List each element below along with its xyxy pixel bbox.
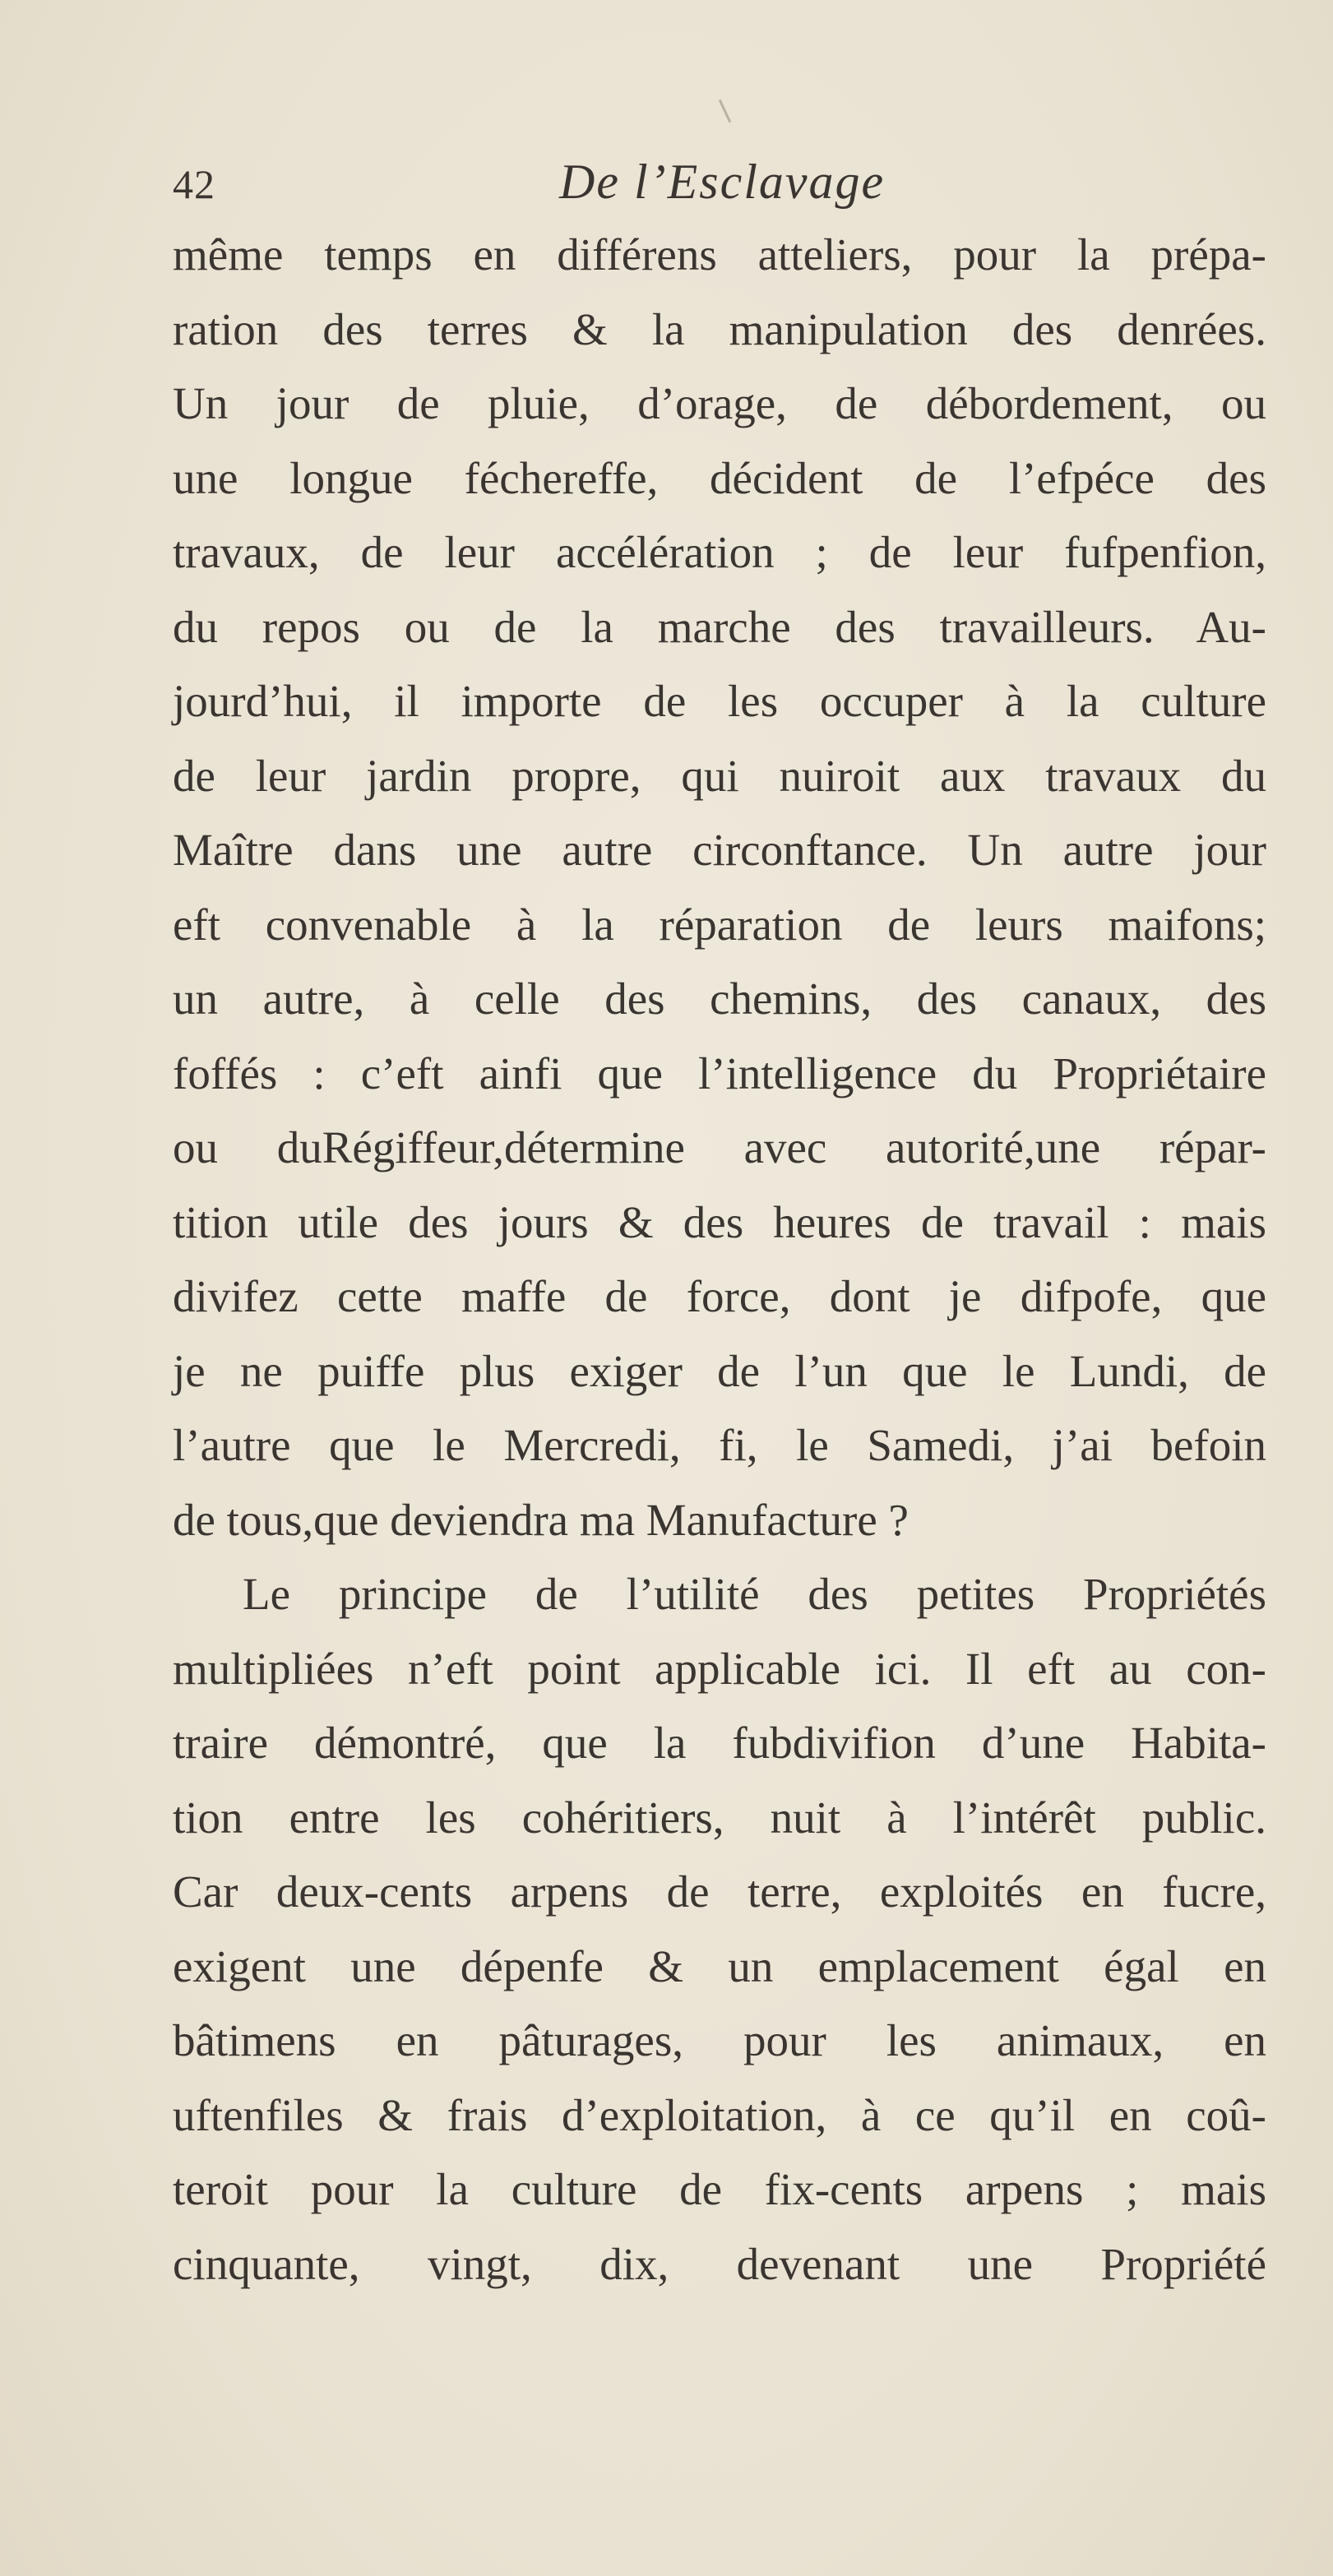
text-line: l’autre que le Mercredi, fi, le Samedi, j’ai befoin: [173, 1420, 1266, 1470]
text-line: de leur jardin propre, qui nuiroit aux travaux du: [173, 750, 1266, 801]
text-line: Un jour de pluie, d’orage, de débordement, ou: [173, 378, 1266, 428]
page-header: [173, 155, 1275, 226]
text-line: ou duRégiffeur,détermine avec autorité,une répar-: [173, 1122, 1266, 1172]
text-line: un autre, à celle des chemins, des canaux, des: [173, 974, 1266, 1024]
text-line: cinquante, vingt, dix, devenant une Propriété: [173, 2238, 1266, 2289]
text-line: ration des terres & la manipulation des denrées.: [173, 303, 1266, 354]
text-line: de tous,que deviendra ma Manufacture ?: [173, 1494, 909, 1545]
text-line: je ne puiffe plus exiger de l’un que le Lundi, de: [173, 1345, 1266, 1396]
text-line: foffés : c’eft ainfi que l’intelligence du Propriétaire: [173, 1048, 1266, 1098]
text-line: divifez cette maffe de force, dont je difpofe, que: [173, 1271, 1266, 1321]
text-line: bâtimens en pâturages, pour les animaux, en: [173, 2015, 1266, 2065]
text-line: jourd’hui, il importe de les occuper à la culture: [173, 676, 1266, 726]
text-line: travaux, de leur accélération ; de leur fufpenfion,: [173, 527, 1266, 577]
text-line: Maître dans une autre circonftance. Un autre jour: [173, 825, 1266, 875]
text-line: eft convenable à la réparation de leurs maifons;: [173, 899, 1266, 950]
text-line: une longue féchereffe, décident de l’efpéce des: [173, 452, 1266, 503]
text-line: exigent une dépenfe & un emplacement égal en: [173, 1940, 1266, 1991]
running-title: De l’Esclavage: [559, 155, 886, 209]
text-line: traire démontré, que la fubdivifion d’une Habita-: [173, 1718, 1266, 1768]
text-line: teroit pour la culture de fix-cents arpens ; mais: [173, 2164, 1266, 2214]
print-mark: [719, 99, 731, 123]
page-number: 42: [173, 161, 215, 207]
text-line: du repos ou de la marche des travailleurs. Au-: [173, 601, 1266, 652]
text-line: Le principe de l’utilité des petites Propriétés: [243, 1569, 1266, 1619]
text-line: même temps en différens atteliers, pour la prépa-: [173, 229, 1266, 280]
text-line: multipliées n’eft point applicable ici. Il eft au con-: [173, 1643, 1266, 1694]
text-line: tition utile des jours & des heures de travail : mais: [173, 1196, 1266, 1247]
paragraph-1: [173, 218, 1266, 1557]
text-line: tion entre les cohéritiers, nuit à l’intérêt public.: [173, 1792, 1266, 1843]
text-line: Car deux-cents arpens de terre, exploités en fucre,: [173, 1866, 1266, 1917]
body-text: [173, 218, 1266, 2301]
text-line: uftenfiles & frais d’exploitation, à ce qu’il en coû-: [173, 2089, 1266, 2140]
paragraph-2: [173, 1557, 1266, 2301]
